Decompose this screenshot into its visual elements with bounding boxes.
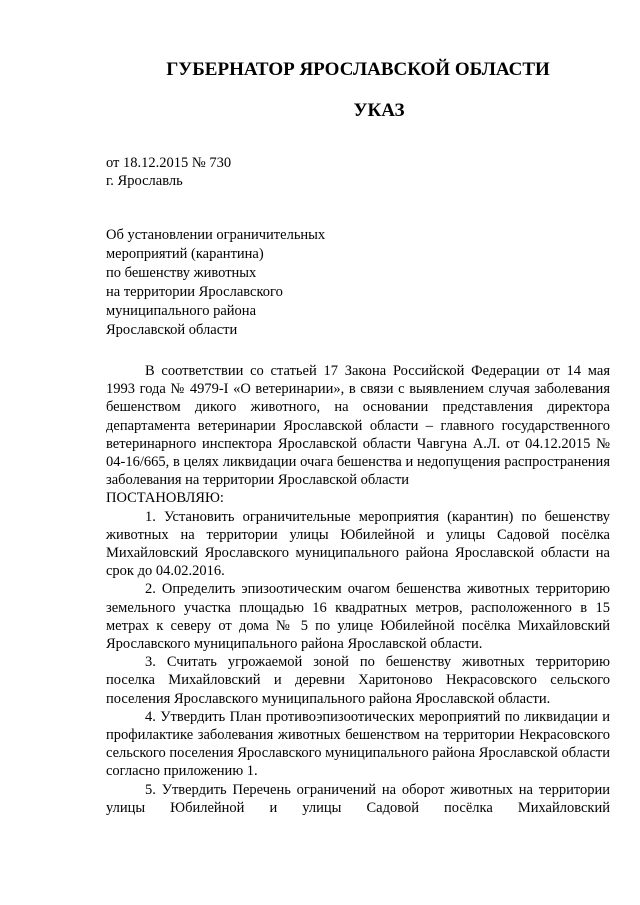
resolve-heading: ПОСТАНОВЛЯЮ:: [106, 490, 224, 507]
document-meta: [106, 154, 231, 190]
subject-line: Ярославской области: [106, 322, 238, 338]
date-number: от 18.12.2015 № 730: [106, 155, 232, 171]
document-body: [106, 362, 610, 817]
subject-line: по бешенству животных: [106, 265, 257, 281]
subject-line: Об установлении ограничительных: [106, 227, 326, 243]
decree-item: 2. Определить эпизоотическим очагом бешенства животных территорию земельного участка площадью 16 квадратных метров, расположенного в 15 метрах к северу от дома № 5 по улице Юбилейной посёлка Михайловский Ярославского муниципального района Ярославской области.: [106, 581, 610, 653]
subject-line: на территории Ярославского: [106, 284, 283, 300]
preamble-paragraph: В соответствии со статьей 17 Закона Российской Федерации от 14 мая 1993 года № 4979-I «О ветеринарии», в связи с выявлением случая заболевания бешенством дикого животного, на основании представления директора департамента ветеринарии Ярославской области – главного государственного ветеринарного инспектора Ярославской области Чавгуна А.Л. от 04.12.2015 № 04-16/665, в целях ликвидации очага бешенства и недопущения распространения заболевания на территории Ярославской области: [106, 363, 610, 489]
issuer-heading: ГУБЕРНАТОР ЯРОСЛАВСКОЙ ОБЛАСТИ: [166, 59, 550, 80]
document-subject: [106, 226, 366, 340]
decree-item: 3. Считать угрожаемой зоной по бешенству животных территорию поселка Михайловский и деревни Харитоново Некрасовского сельского поселения Ярославского муниципального района Ярославской области.: [106, 654, 610, 707]
decree-item: 5. Утвердить Перечень ограничений на оборот животных на территории улицы Юбилейной и улицы Садовой посёлка Михайловский: [106, 781, 610, 816]
document-type-heading: УКАЗ: [353, 100, 405, 121]
subject-line: мероприятий (карантина): [106, 246, 264, 262]
city: г. Ярославль: [106, 173, 183, 189]
subject-line: муниципального района: [106, 303, 256, 319]
decree-item: 4. Утвердить План противоэпизоотических мероприятий по ликвидации и профилактике заболевания животных бешенством на территории Некрасовского сельского поселения Ярославского муниципального района Ярославской области согласно приложению 1.: [106, 708, 610, 780]
decree-item: 1. Установить ограничительные мероприятия (карантин) по бешенству животных на территории улицы Юбилейной и улицы Садовой посёлка Михайловский Ярославского муниципального района Ярославской области на срок до 04.02.2016.: [106, 508, 610, 580]
